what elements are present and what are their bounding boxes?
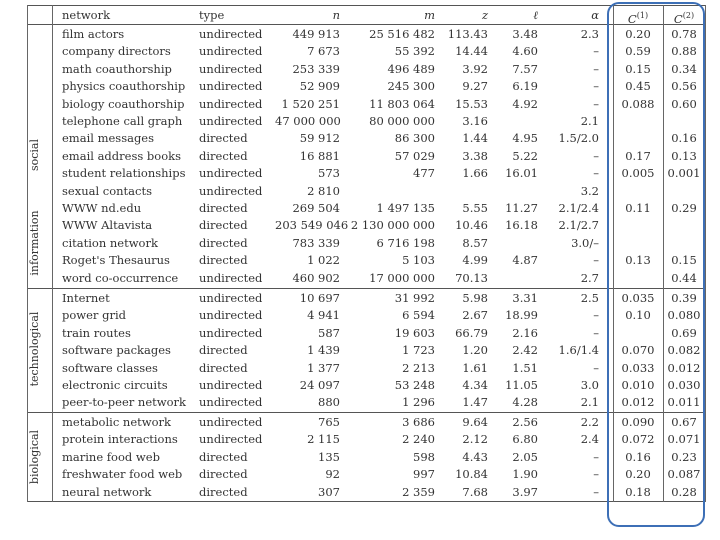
- cell-type: directed: [199, 235, 248, 250]
- cell-alpha: 2.4: [580, 432, 599, 447]
- cell-l: 11.27: [505, 201, 538, 215]
- cell-c2: 0.071: [667, 432, 701, 447]
- cell-m: 55 392: [394, 44, 435, 59]
- cell-l: [493, 183, 538, 200]
- cell-n: 24 097: [299, 378, 340, 392]
- cell-alpha: –: [593, 166, 599, 181]
- cell-l: 2.56: [512, 415, 538, 429]
- header-m: m: [424, 8, 435, 22]
- cell-n: 573: [318, 166, 340, 181]
- cell-n: 2 115: [307, 432, 340, 447]
- cell-type: directed: [199, 467, 248, 482]
- cell-network: telephone call graph: [62, 114, 183, 128]
- cell-m: 2 213: [402, 360, 435, 375]
- cell-type: undirected: [199, 79, 263, 94]
- header-n: n: [332, 8, 340, 22]
- cell-alpha: –: [593, 308, 599, 323]
- cell-network: email address books: [62, 148, 181, 163]
- cell-c2: 0.88: [671, 44, 697, 59]
- cell-z: 1.47: [462, 395, 488, 410]
- cell-network: WWW Altavista: [62, 218, 153, 233]
- cell-m: 17 000 000: [369, 270, 435, 285]
- cell-c1: 0.20: [625, 27, 651, 41]
- cell-m: 11 803 064: [369, 96, 435, 111]
- cell-c2: 0.44: [671, 270, 697, 285]
- cell-n: 1 520 251: [281, 96, 340, 111]
- cell-network: math coauthorship: [62, 61, 172, 76]
- cell-c2: 0.78: [671, 27, 697, 41]
- cell-type: directed: [199, 218, 248, 233]
- cell-c2: 0.087: [667, 467, 701, 482]
- cell-network: software classes: [62, 360, 158, 375]
- cell-m: 1 723: [402, 343, 435, 358]
- cell-n: 880: [318, 395, 340, 410]
- cell-type: directed: [199, 449, 248, 464]
- cell-c1: 0.45: [625, 79, 651, 94]
- cell-c2: 0.23: [671, 449, 697, 464]
- cell-l: 7.57: [512, 61, 538, 76]
- cell-n: 4 941: [307, 308, 340, 323]
- cell-type: directed: [199, 484, 248, 499]
- cell-l: 6.80: [512, 432, 538, 447]
- cell-n: 460 902: [292, 270, 340, 285]
- cell-z: 3.16: [462, 114, 488, 128]
- cell-c2: 0.29: [671, 201, 697, 215]
- cell-z: 5.98: [462, 291, 488, 305]
- cell-alpha: 3.0: [580, 378, 599, 392]
- cell-m: 5 103: [402, 253, 435, 268]
- cell-z: 9.27: [462, 79, 488, 94]
- cell-alpha: –: [593, 325, 599, 340]
- cell-c2: 0.28: [671, 484, 697, 499]
- cell-n: 1 377: [307, 360, 340, 375]
- cell-network: citation network: [62, 235, 158, 250]
- cell-c1: 0.17: [625, 148, 651, 163]
- section-rule: [27, 288, 705, 289]
- cell-l: 4.87: [512, 253, 538, 268]
- cell-c1: 0.072: [621, 432, 655, 447]
- cell-network: neural network: [62, 484, 152, 499]
- cell-c1: 0.005: [621, 166, 655, 181]
- cell-type: directed: [199, 131, 248, 146]
- cell-m: [345, 183, 435, 200]
- cell-c2: 0.080: [667, 308, 701, 323]
- table-top-rule: [27, 5, 705, 6]
- cell-type: directed: [199, 343, 248, 358]
- header-z: z: [481, 8, 488, 22]
- cell-network: train routes: [62, 325, 131, 340]
- cell-l: 3.31: [512, 291, 538, 305]
- cell-type: undirected: [199, 308, 263, 323]
- category-biological: biological: [28, 429, 41, 485]
- cell-n: 449 913: [292, 27, 340, 41]
- cell-c2: 0.001: [667, 166, 701, 181]
- cell-network: sexual contacts: [62, 183, 153, 198]
- category-information: information: [28, 210, 41, 276]
- cell-c2: 0.030: [667, 378, 701, 392]
- cell-network: student relationships: [62, 166, 186, 181]
- cell-l: 16.18: [505, 218, 538, 233]
- cell-network: protein interactions: [62, 432, 178, 447]
- cell-n: 1 439: [307, 343, 340, 358]
- cell-c2: 0.16: [671, 131, 697, 146]
- cell-alpha: 1.6/1.4: [558, 343, 599, 358]
- category-social: social: [28, 138, 41, 172]
- cell-l: [493, 113, 538, 130]
- cell-n: 203 549 046: [275, 218, 349, 233]
- header-rule: [27, 24, 705, 25]
- cell-alpha: –: [593, 253, 599, 268]
- cell-network: film actors: [62, 27, 125, 41]
- cell-alpha: –: [593, 449, 599, 464]
- cell-m: 31 992: [394, 291, 435, 305]
- cell-network: company directors: [62, 44, 171, 59]
- cell-alpha: 2.5: [580, 291, 599, 305]
- cell-type: undirected: [199, 61, 263, 76]
- header-network: network: [62, 8, 111, 22]
- cell-z: 8.57: [462, 235, 488, 250]
- cell-z: 4.43: [462, 449, 488, 464]
- cell-n: 253 339: [292, 61, 340, 76]
- cell-n: 10 697: [299, 291, 340, 305]
- cell-c2: 0.34: [671, 61, 697, 76]
- cell-c1: 0.033: [621, 360, 655, 375]
- cell-z: 10.84: [455, 467, 488, 482]
- cell-network: metabolic network: [62, 415, 171, 429]
- cell-type: undirected: [199, 325, 263, 340]
- cell-m: 245 300: [387, 79, 435, 94]
- cell-type: undirected: [199, 96, 263, 111]
- cell-z: 1.20: [462, 343, 488, 358]
- cell-c1: 0.090: [621, 415, 655, 429]
- cell-network: Roget's Thesaurus: [62, 253, 170, 268]
- cell-alpha: –: [593, 61, 599, 76]
- cell-alpha: –: [593, 360, 599, 375]
- cell-n: 59 912: [299, 131, 340, 146]
- cell-m: 598: [413, 449, 435, 464]
- cell-network: WWW nd.edu: [62, 201, 142, 215]
- cell-m: 496 489: [387, 61, 435, 76]
- cell-network: biology coauthorship: [62, 96, 185, 111]
- cell-n: 92: [325, 467, 340, 482]
- cell-n: 765: [318, 415, 340, 429]
- cell-n: 1 022: [307, 253, 340, 268]
- section-rule: [27, 412, 705, 413]
- header-c2: $C^{(2)}$: [673, 11, 695, 26]
- cell-m: 3 686: [402, 415, 435, 429]
- cell-type: undirected: [199, 378, 263, 392]
- cell-l: 11.05: [505, 378, 538, 392]
- cell-c1: 0.035: [621, 291, 655, 305]
- cell-l: 3.48: [512, 27, 538, 41]
- cell-m: 57 029: [394, 148, 435, 163]
- cell-network: power grid: [62, 308, 126, 323]
- cell-m: 1 296: [402, 395, 435, 410]
- cell-type: directed: [199, 360, 248, 375]
- category-rule: [52, 5, 53, 502]
- cell-type: directed: [199, 201, 248, 215]
- cell-m: 2 359: [402, 484, 435, 499]
- cell-z: 10.46: [455, 218, 488, 233]
- cell-alpha: 2.2: [580, 415, 599, 429]
- cell-alpha: 1.5/2.0: [558, 131, 599, 146]
- cell-z: 70.13: [455, 270, 488, 285]
- cell-network: software packages: [62, 343, 171, 358]
- cell-alpha: 2.1/2.7: [558, 218, 599, 233]
- cell-type: undirected: [199, 432, 263, 447]
- clustering-highlight-box: [607, 2, 705, 527]
- cell-l: 16.01: [505, 166, 538, 181]
- cell-alpha: 2.1: [580, 114, 599, 128]
- cell-network: Internet: [62, 291, 110, 305]
- cell-network: marine food web: [62, 449, 160, 464]
- cell-c2: 0.60: [671, 96, 697, 111]
- cell-n: 587: [318, 325, 340, 340]
- cell-alpha: 2.7: [580, 270, 599, 285]
- cell-c2: 0.012: [667, 360, 701, 375]
- cell-alpha: –: [593, 79, 599, 94]
- cell-z: 66.79: [455, 325, 488, 340]
- cell-type: undirected: [199, 27, 263, 41]
- cell-type: undirected: [199, 166, 263, 181]
- cell-c2: 0.13: [671, 148, 697, 163]
- cell-m: 477: [413, 166, 435, 181]
- cell-m: 1 497 135: [376, 201, 435, 215]
- cell-type: undirected: [199, 291, 263, 305]
- cell-alpha: –: [593, 96, 599, 111]
- cell-l: 2.16: [512, 325, 538, 340]
- cell-m: 86 300: [394, 131, 435, 146]
- cell-type: directed: [199, 253, 248, 268]
- category-technological: technological: [28, 311, 41, 387]
- header-l: ℓ: [533, 8, 538, 22]
- cell-l: 18.99: [505, 308, 538, 323]
- cell-network: peer-to-peer network: [62, 395, 186, 410]
- table-bottom-rule: [27, 501, 705, 502]
- cell-l: 6.19: [512, 79, 538, 94]
- cell-type: undirected: [199, 270, 263, 285]
- cell-c2: 0.39: [671, 291, 697, 305]
- cell-z: 113.43: [447, 27, 488, 41]
- cell-l: 4.95: [512, 131, 538, 146]
- cell-c1: 0.010: [621, 378, 655, 392]
- cell-z: 3.38: [462, 148, 488, 163]
- cell-alpha: 2.1: [580, 395, 599, 410]
- cell-c1: 0.088: [621, 96, 655, 111]
- cell-l: 4.60: [512, 44, 538, 59]
- cell-n: 52 909: [299, 79, 340, 94]
- cell-type: undirected: [199, 183, 263, 198]
- cell-alpha: –: [593, 467, 599, 482]
- cell-m: 2 130 000 000: [350, 218, 435, 233]
- cell-n: 2 810: [307, 183, 340, 198]
- cell-c1: 0.15: [625, 61, 651, 76]
- cell-c2: 0.15: [671, 253, 697, 268]
- cell-m: 997: [413, 467, 435, 482]
- cell-network: email messages: [62, 131, 155, 146]
- header-alpha: α: [591, 8, 599, 22]
- cell-c2: 0.011: [667, 395, 701, 410]
- cell-z: 4.99: [462, 253, 488, 268]
- cell-l: [493, 235, 538, 252]
- cell-c1: 0.18: [625, 484, 651, 499]
- cell-type: undirected: [199, 395, 263, 410]
- cell-c1: 0.070: [621, 343, 655, 358]
- cell-z: [440, 183, 488, 200]
- cell-n: 16 881: [299, 148, 340, 163]
- cell-network: physics coauthorship: [62, 79, 186, 94]
- cell-alpha: –: [593, 44, 599, 59]
- cell-m: 19 603: [394, 325, 435, 340]
- header-type: type: [199, 8, 225, 22]
- cell-m: 6 716 198: [376, 235, 435, 250]
- cell-network: freshwater food web: [62, 467, 183, 482]
- cell-type: undirected: [199, 114, 263, 128]
- cell-z: 5.55: [462, 201, 488, 215]
- cell-c1: 0.20: [625, 467, 651, 482]
- cell-l: 5.22: [512, 148, 538, 163]
- cell-n: 135: [318, 449, 340, 464]
- cell-z: 7.68: [462, 484, 488, 499]
- cell-n: 269 504: [292, 201, 340, 215]
- cell-c1: 0.16: [625, 449, 651, 464]
- cell-c2: 0.67: [671, 415, 697, 429]
- cell-c2: 0.56: [671, 79, 697, 94]
- cell-c1: 0.59: [625, 44, 651, 59]
- header-c1: $C^{(1)}$: [627, 11, 649, 26]
- cell-l: 1.51: [512, 360, 538, 375]
- cell-alpha: –: [593, 148, 599, 163]
- cell-n: 783 339: [292, 235, 340, 250]
- cell-z: 1.66: [462, 166, 488, 181]
- cell-network: electronic circuits: [62, 378, 168, 392]
- cell-n: 47 000 000: [275, 114, 341, 128]
- cell-z: 1.61: [462, 360, 488, 375]
- cell-z: 2.67: [462, 308, 488, 323]
- cell-l: 4.28: [512, 395, 538, 410]
- cell-l: 4.92: [512, 96, 538, 111]
- cell-z: 2.12: [462, 432, 488, 447]
- cell-l: 2.42: [512, 343, 538, 358]
- cell-z: 3.92: [462, 61, 488, 76]
- cell-network: word co-occurrence: [62, 270, 179, 285]
- cell-c1: 0.13: [625, 253, 651, 268]
- cell-m: 25 516 482: [369, 27, 435, 41]
- cell-alpha: 3.0/–: [571, 235, 599, 250]
- cell-alpha: 2.1/2.4: [558, 201, 599, 215]
- cell-c1: 0.012: [621, 395, 655, 410]
- cell-l: 2.05: [512, 449, 538, 464]
- cell-alpha: 3.2: [580, 183, 599, 198]
- cell-z: 15.53: [455, 96, 488, 111]
- cell-l: 3.97: [512, 484, 538, 499]
- cell-m: 53 248: [394, 378, 435, 392]
- cell-n: 307: [318, 484, 340, 499]
- cell-alpha: 2.3: [580, 27, 599, 41]
- cell-type: undirected: [199, 415, 263, 429]
- cell-alpha: –: [593, 484, 599, 499]
- cell-z: 1.44: [462, 131, 488, 146]
- cell-l: [493, 270, 538, 287]
- cell-n: 7 673: [307, 44, 340, 59]
- cell-m: 2 240: [402, 432, 435, 447]
- table-right-rule: [705, 5, 706, 502]
- cell-m: 80 000 000: [369, 114, 435, 128]
- cell-z: 4.34: [462, 378, 488, 392]
- cell-c2: 0.69: [671, 325, 697, 340]
- cell-type: undirected: [199, 44, 263, 59]
- cell-type: directed: [199, 148, 248, 163]
- cell-z: 9.64: [462, 415, 488, 429]
- cell-m: 6 594: [402, 308, 435, 323]
- cell-c2: 0.082: [667, 343, 701, 358]
- cell-z: 14.44: [455, 44, 488, 59]
- cell-c1: 0.11: [625, 201, 651, 215]
- cell-l: 1.90: [512, 467, 538, 482]
- cell-c1: 0.10: [625, 308, 651, 323]
